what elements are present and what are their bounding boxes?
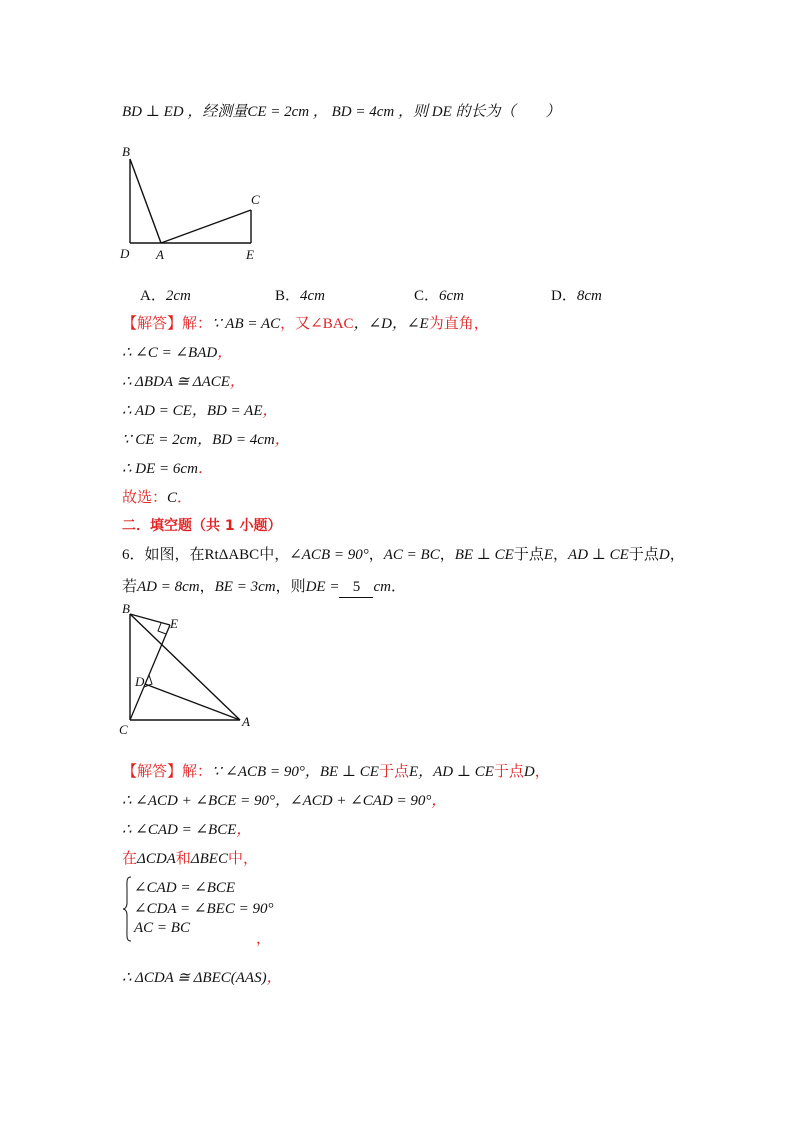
math-expr: ∴ AD = CE xyxy=(122,403,192,419)
system-eq-1: ∠CAD = ∠BCE xyxy=(134,880,236,896)
text: 若 xyxy=(122,579,138,595)
answer-letter: C xyxy=(167,490,178,506)
system-punct: ， xyxy=(256,931,272,947)
text: 故选： xyxy=(122,490,168,506)
sol5-line-6 xyxy=(122,459,213,479)
punct: ， xyxy=(368,547,384,563)
sol6-line-6 xyxy=(122,968,282,988)
option-letter: C． xyxy=(414,288,440,304)
punct: ， xyxy=(431,793,447,809)
math-expr: ，∠ACD + ∠CAD = 90° xyxy=(275,793,432,809)
math-expr: D xyxy=(658,547,670,563)
math-expr: D xyxy=(523,764,535,780)
q5-label-c: C xyxy=(251,192,260,207)
text: 为直角， xyxy=(428,316,489,332)
text: ，则 xyxy=(275,579,306,595)
sol5-line-3 xyxy=(122,372,245,392)
q5-option-c xyxy=(414,284,464,305)
math-expr: ΔCDA xyxy=(137,851,176,867)
math-expr: ，∠D xyxy=(353,316,392,332)
section-heading: 二．填空题（共 1 小题） xyxy=(122,518,282,534)
text: 于点 xyxy=(378,764,409,780)
q5-label-d: D xyxy=(120,246,130,261)
sol5-line-5 xyxy=(122,430,290,450)
punct: ， xyxy=(439,547,455,563)
math-expr: ，又∠BAC xyxy=(280,316,354,332)
q5-option-b xyxy=(275,284,325,305)
punct: ． xyxy=(390,579,406,595)
punct: ， xyxy=(229,374,245,390)
q6-label-e: E xyxy=(170,616,178,631)
punct: ， xyxy=(274,432,290,448)
text: 于点 xyxy=(493,764,524,780)
math-expr: ∵ ∠ACB = 90° xyxy=(212,764,305,780)
q6-label-c: C xyxy=(119,722,128,737)
q5-label-b: B xyxy=(122,144,130,159)
q5-stem-text: BD ⊥ ED ，经测量CE = 2cm ， BD = 4cm ，则 DE 的长为（ ） xyxy=(122,104,561,120)
punct: ， xyxy=(236,822,252,838)
math-expr: BE = 3cm xyxy=(214,579,276,595)
sol5-line-4 xyxy=(122,401,278,421)
answer-blank: 5 xyxy=(339,577,373,598)
math-expr: AD = 8cm xyxy=(137,579,200,595)
system-eq-2: ∠CDA = ∠BEC = 90° xyxy=(134,901,274,917)
math-expr: RtΔABC xyxy=(204,547,260,563)
q5-option-a xyxy=(140,284,191,305)
text: 6．如图，在 xyxy=(122,547,205,563)
math-expr: ∵ CE = 2cm xyxy=(122,432,198,448)
punct: ， xyxy=(262,403,278,419)
option-letter: B． xyxy=(275,288,301,304)
sol5-line-7 xyxy=(122,488,192,508)
text: 中， xyxy=(227,851,258,867)
option-value: 2cm xyxy=(165,288,191,304)
option-value: 8cm xyxy=(576,288,602,304)
math-expr: AC = BC xyxy=(383,547,440,563)
system-eq-3: AC = BC xyxy=(134,920,190,936)
text: 于点 xyxy=(513,547,544,563)
math-expr: ∵ AB = AC xyxy=(212,316,281,332)
q6-label-d: D xyxy=(135,674,145,689)
math-expr: ∠ACB = 90° xyxy=(289,547,369,563)
q5-label-a: A xyxy=(156,247,164,262)
q6-label-b: B xyxy=(122,601,130,616)
math-expr: ΔBEC xyxy=(190,851,228,867)
q6-line-1 xyxy=(122,545,685,565)
math-expr: E xyxy=(543,547,554,563)
option-letter: A． xyxy=(140,288,166,304)
punct: ， xyxy=(553,547,569,563)
option-value: 6cm xyxy=(439,288,465,304)
punct: ． xyxy=(177,490,193,506)
math-expr: ∴ ΔCDA ≅ ΔBEC(AAS) xyxy=(122,970,267,986)
sol6-line-2 xyxy=(122,791,446,811)
q6-label-a: A xyxy=(242,714,250,729)
text: 在 xyxy=(122,851,138,867)
math-expr: ，BD = AE xyxy=(191,403,263,419)
q5-option-d xyxy=(551,284,602,305)
q5-stem xyxy=(122,102,560,122)
q6-figure xyxy=(114,600,264,740)
text: 和 xyxy=(175,851,191,867)
solution-tag: 【解答】解： xyxy=(122,764,213,780)
text: 中， xyxy=(259,547,290,563)
sol5-line-2 xyxy=(122,343,232,363)
punct: ， xyxy=(217,345,233,361)
equation-brace xyxy=(122,876,132,942)
q6-triangle-diagram xyxy=(114,600,264,740)
punct: ． xyxy=(197,461,213,477)
text: 于点 xyxy=(628,547,659,563)
math-expr: ∴ ∠C = ∠BAD xyxy=(122,345,218,361)
math-expr: ∴ ∠ACD + ∠BCE = 90° xyxy=(122,793,276,809)
sol6-line-4 xyxy=(122,849,258,869)
sol6-line-3 xyxy=(122,820,251,840)
solution-tag: 【解答】解： xyxy=(122,316,213,332)
math-expr: DE = xyxy=(305,579,340,595)
unit: cm xyxy=(373,579,391,595)
option-letter: D． xyxy=(551,288,577,304)
math-expr: ，AD ⊥ CE xyxy=(418,764,494,780)
punct: ， xyxy=(266,970,282,986)
q5-triangle-diagram xyxy=(116,140,276,270)
punct: ， xyxy=(669,547,685,563)
math-expr: AD ⊥ CE xyxy=(568,547,629,563)
math-expr: BE ⊥ CE xyxy=(454,547,514,563)
math-expr: ∴ ∠CAD = ∠BCE xyxy=(122,822,237,838)
q5-label-e: E xyxy=(246,247,254,262)
math-expr: E xyxy=(408,764,419,780)
math-expr: ∴ ΔBDA ≅ ΔACE xyxy=(122,374,230,390)
q5-figure xyxy=(116,140,276,270)
sol6-line-1 xyxy=(122,762,550,782)
sol5-line-1 xyxy=(122,314,489,334)
math-expr: ∴ DE = 6cm xyxy=(122,461,198,477)
math-expr: ，∠E xyxy=(391,316,429,332)
math-expr: ，BD = 4cm xyxy=(197,432,275,448)
option-value: 4cm xyxy=(300,288,326,304)
q6-line-2 xyxy=(122,577,406,598)
math-expr: ，BE ⊥ CE xyxy=(304,764,379,780)
punct: ， xyxy=(199,579,215,595)
punct: ， xyxy=(534,764,550,780)
